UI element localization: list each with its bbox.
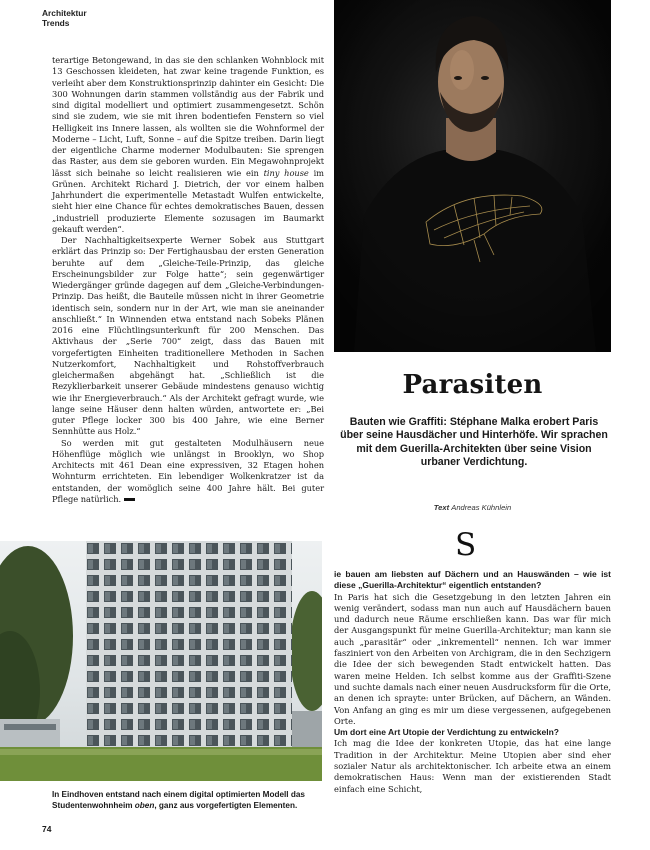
text-run: So werden mit gut gestalteten Modulhäusern neue Höhenflüge möglich wie unlängst in Brooklyn, wo Shop Architects mit 461 Dean eine expressiven, 32 Etagen hohen Wohnturm errichteten. Ein lebendiger Wolkenkratzer ist da entstanden, der womöglich seine 400 Jahre hält. Bei guter Pflege natürlich. [52, 437, 324, 504]
text-run: terartige Betongewand, in das sie den schlanken Wohnblock mit 13 Geschossen kleideten, hat zwar keine tragende Funktion, es verleiht aber dem Konstruktionsprinzip dahinter ein Gesicht: Die 300 Wohnungen darin stammen vollständig aus der Fabrik und sind digital modelliert und optimiert zusammengesetzt. Schön sind sie zudem, wie sie mit ihren bodentiefen Fenstern so viel Helligkeit ins Innere lassen, als wollten sie die Wohnformel der Moderne – Licht, Luft, Sonne – auf die Spitze treiben. Darin liegt der eigentliche Charme moderner Modulbauten: Sie sprengen das Raster, aus dem sie geboren wurden. Ein Megawohnprojekt lässt sich beinahe so leicht realisieren wie ein [52, 55, 324, 178]
interview-question: ie bauen am liebsten auf Dächern und an Hauswänden – wie ist diese „Guerilla-Architektur“ eigentlich entstanden? [334, 569, 611, 591]
byline-label: Text [433, 503, 450, 512]
article-paragraph [52, 235, 324, 438]
photo-caption [52, 790, 324, 811]
building-photo [0, 541, 322, 781]
building-illustration [0, 541, 322, 781]
caption-text-end: , ganz aus vorgefertigten Elementen. [154, 800, 298, 810]
section-header [42, 8, 87, 28]
byline-author: Andreas Kühnlein [451, 503, 512, 512]
portrait-photo [334, 0, 611, 352]
portrait-illustration [334, 0, 611, 352]
section-subtitle: Trends [42, 18, 70, 28]
section-title: Architektur [42, 8, 87, 18]
interview-question: Um dort eine Art Utopie der Verdichtung zu entwickeln? [334, 727, 559, 738]
byline [334, 503, 611, 512]
article-paragraph [52, 55, 324, 235]
article-left-column [52, 55, 324, 505]
page-number: 74 [42, 824, 52, 834]
end-of-article-mark [124, 498, 135, 501]
interview-answer: In Paris hat sich die Gesetzgebung in den letzten Jahren ein wenig verändert, sodass man nun auch auf Hausdächern bauen und dadurch neue Räume erschließen kann. Das war für mich der Ausgangspunkt für meine Guerilla-Architektur; man kann sie auch „parasitär“ oder „inkrementell“ nennen. Ich war immer fasziniert von den Arbeiten von Archigram, die in den Sechzigern die Idee der sich bewegenden Stadt entwickelt hatten. Das waren meine Helden. Ich selbst komme aus der Graffiti-Szene und suchte damals nach einer neuen Ausdrucksform für die Orte, an denen ich sprayte: unter Brücken, auf Dächern, an Wänden. Von Anfang an ging es mir um diese vergessenen, aufgegebenen Orte. [334, 591, 611, 726]
caption-text: In Eindhoven entstand nach einem digital optimierten Modell das Studentenwohnheim [52, 790, 305, 810]
article-headline: Parasiten [402, 370, 543, 400]
drop-cap: S [455, 527, 477, 563]
article-paragraph [52, 438, 324, 506]
article-deck: Bauten wie Graffiti: Stéphane Malka erobert Paris über seine Hausdächer und Hinterhöfe. Wir sprachen mit dem Guerilla-Architekten über seine Vision urbaner Verdichtung. [340, 416, 608, 469]
text-run: im Grünen. Architekt Richard J. Dietrich, der vor einem halben Jahrhundert die experimentelle Metastadt Wulfen entwickelte, sieht hier eine Chance für echtes demokratisches Bauen, dessen „industriell produzierte Elemente sozusagen im Baumarkt gekauft werden“. [52, 167, 324, 234]
italic-run: tiny house [263, 167, 309, 178]
interview-column [334, 569, 611, 795]
text-run: Der Nachhaltigkeitsexperte Werner Sobek aus Stuttgart erklärt das Prinzip so: Der Fertighausbau der ersten Generation beruhte auf dem „Gleiche-Teile-Prinzip, das gleiche Erscheinungsbilder zur Folge hatte“; sein gegenwärtiger Wiedergänger gründe dagegen auf dem „Gleiche-Verbindungen-Prinzip. Das heißt, die Bauteile müssen nicht in ihrer Geometrie identisch sein, sondern nur in der Art, wie man sie aneinander anschließt.“ In Winnenden etwa entstand nach Sobeks Plänen 2016 eine Flüchtlingsunterkunft für 200 Menschen. Das Aktivhaus der „Serie 700“ zeigt, dass das Bauen mit vorgefertigten Einheiten traditionellere Methoden in Sachen Nutzerkomfort, Nachhaltigkeit und Rohstoffverbrauch gleichermaßen abgehängt hat. „Schließlich ist die Rezyklierbarkeit unserer Gebäude mindestens genauso wichtig wie ihr Energieverbrauch.“ Als der Architekt gefragt wurde, wie lange seine Häuser denn halten würden, antwortete er: „Bei guter Pflege locker 300 bis 400 Jahre, wie eine Berner Sennhütte aus Holz.“ [52, 235, 324, 437]
interview-answer: Ich mag die Idee der konkreten Utopie, das hat eine lange Tradition in der Architektur. Meine Utopien aber sind eher sozialer Natur als architektonischer. Ich arbeite etwa an einem demokratischen Haus: Wenn man der existierenden Stadt einfach eine Schicht, [334, 738, 611, 794]
caption-emphasis: oben [134, 800, 155, 810]
